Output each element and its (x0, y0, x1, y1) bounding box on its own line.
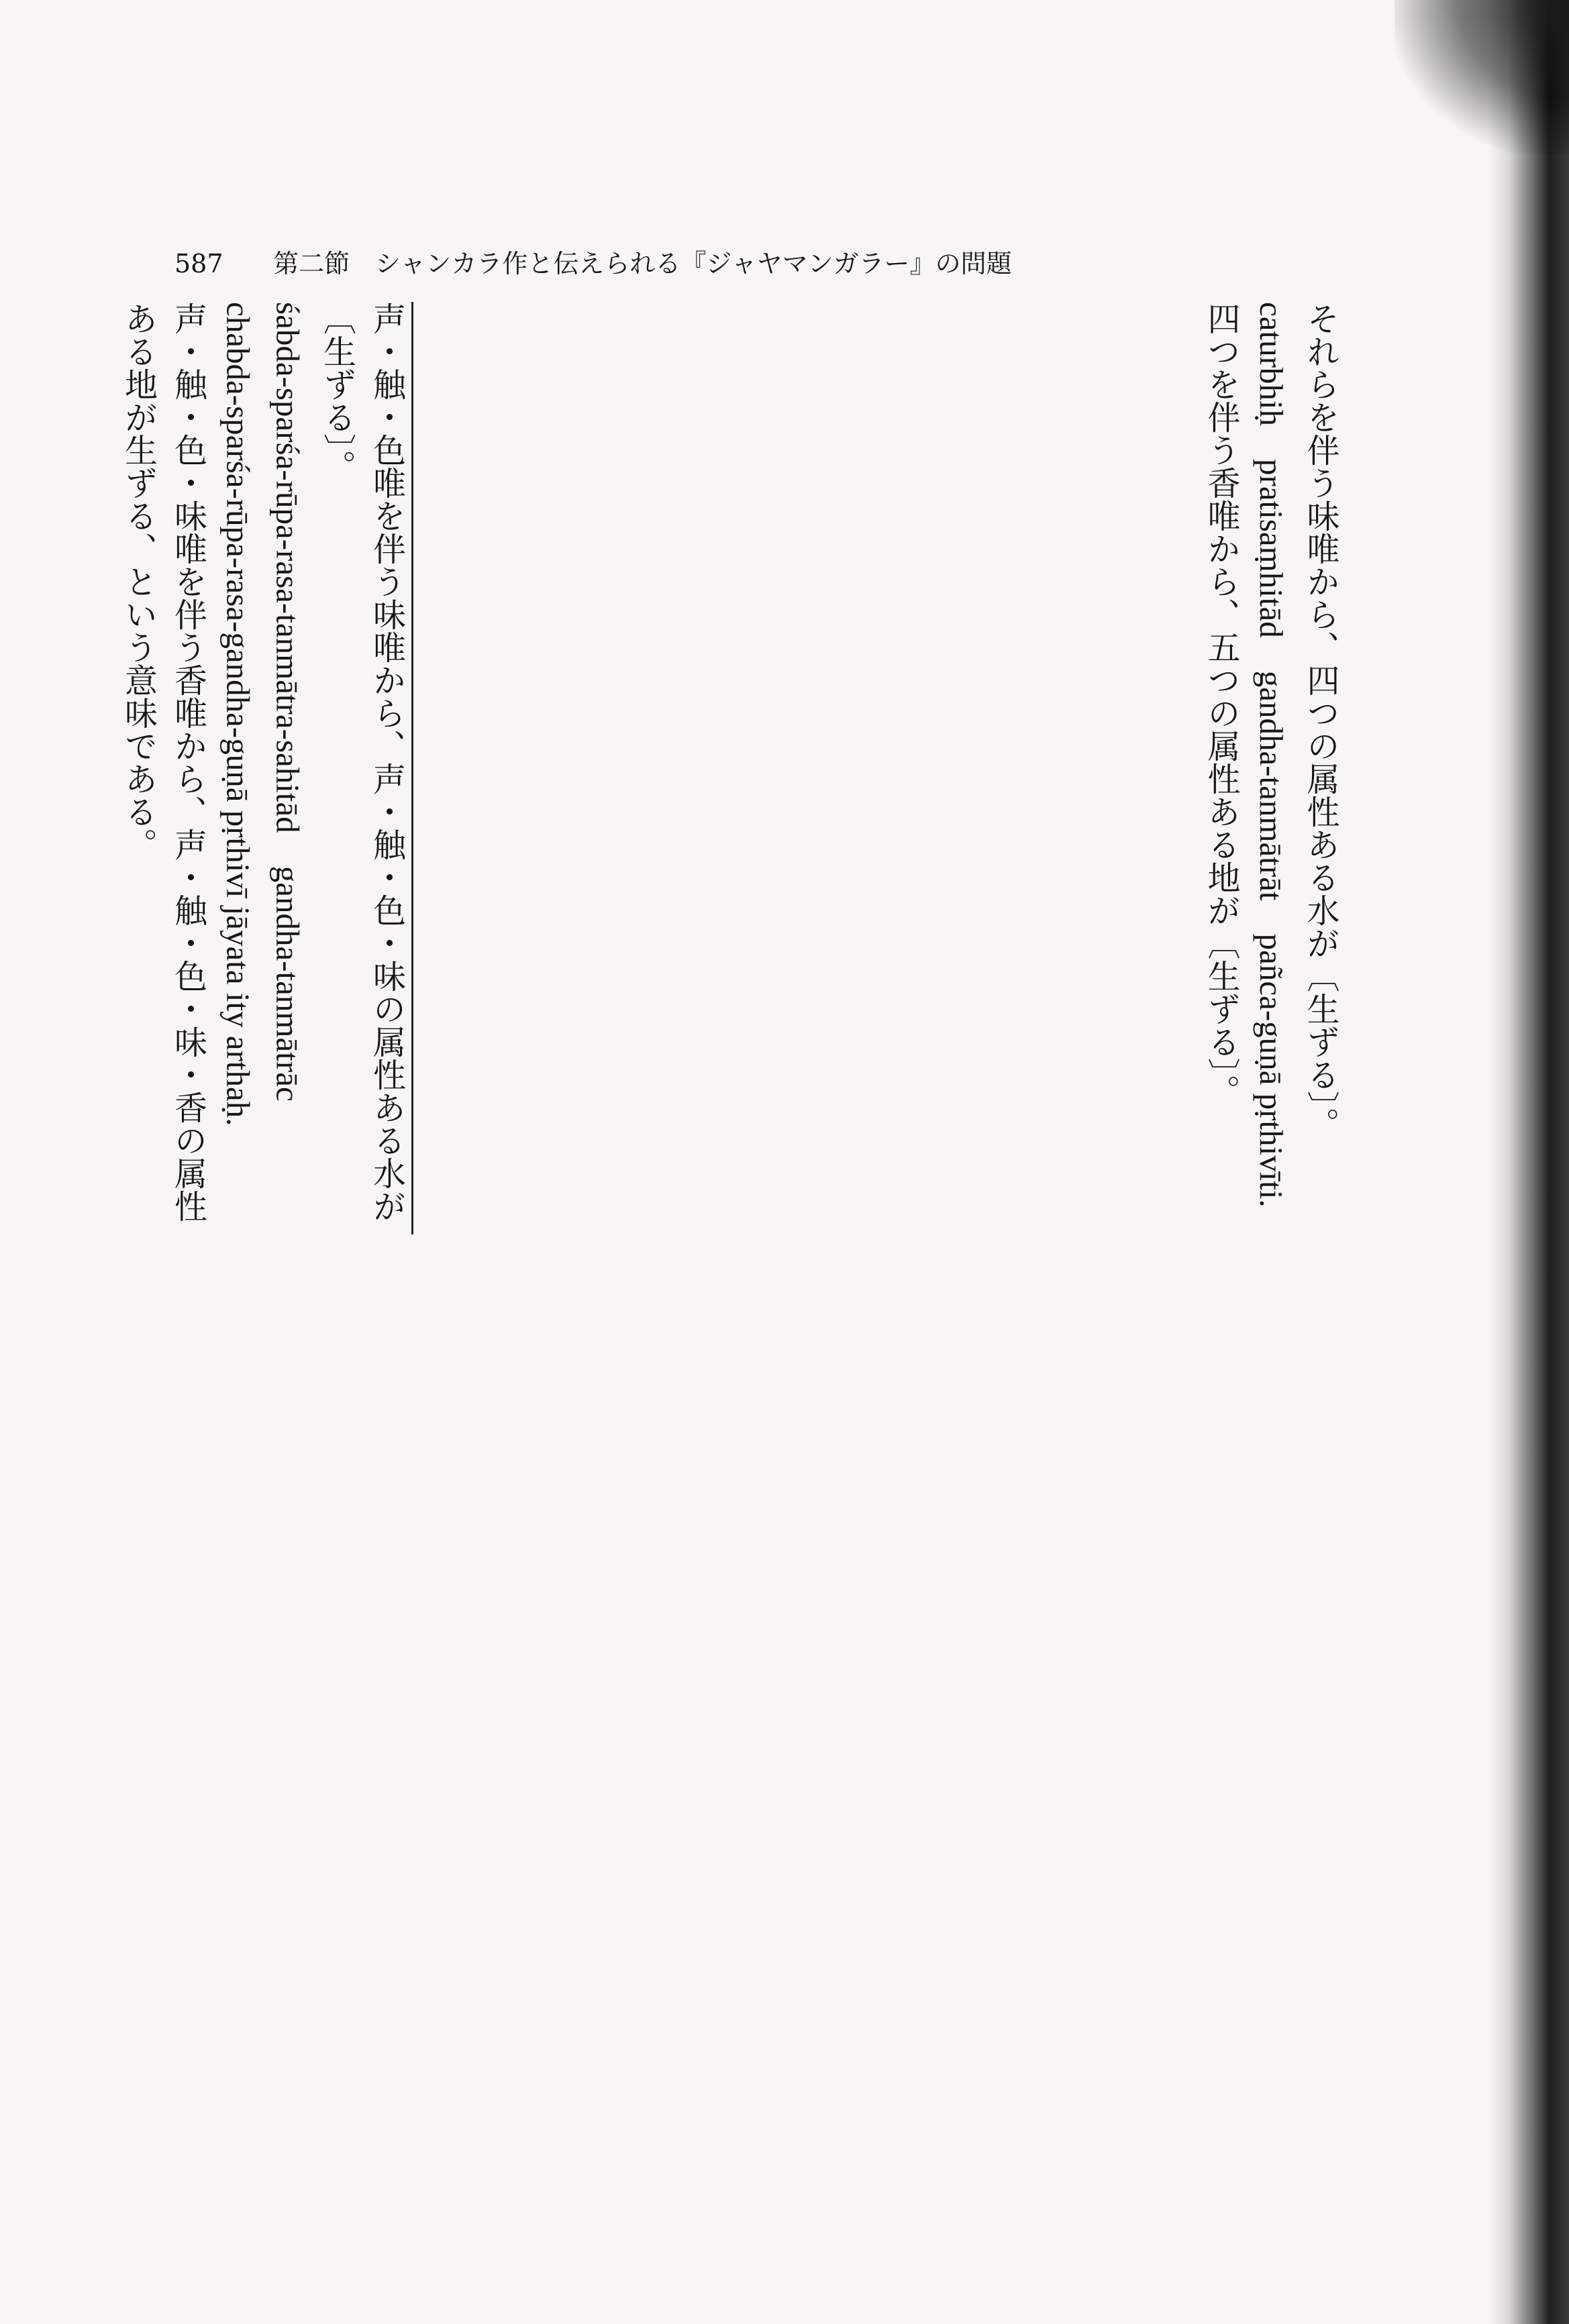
translation-block (0, 302, 1346, 1234)
book-spine-shadow (1488, 0, 1569, 2324)
translation-row (0, 302, 1346, 1234)
text-column: 声・触・色唯を伴う味唯から、声・触・色・味の属性ある水が〔生ずる〕。 (318, 302, 407, 1222)
text-column: 四つを伴う香唯から、五つの属性ある地が〔生ずる〕。 (1203, 302, 1241, 1108)
sanskrit-line: śabda-sparśa-rūpa-rasa-tanmātra-sahitād gandha-tanmātrāc (269, 302, 307, 1102)
translation-J (0, 302, 413, 1234)
sanskrit-line: chabda-sparśa-rūpa-rasa-gandha-guṇā pṛthivī jāyata ity arthaḥ. (219, 302, 257, 1126)
page-corner-shadow (1395, 0, 1569, 154)
text-column: それらを伴う味唯から、四つの属性ある水が〔生ずる〕。 (1302, 302, 1340, 1141)
sanskrit-line: caturbhiḥ pratisaṃhitād gandha-tanmātrāt pañca-guṇā pṛthivīti. (1253, 302, 1290, 1208)
text-column: 声・触・色・味唯を伴う香唯から、声・触・色・味・香の属性ある地が生ずる、という意味である。 (119, 302, 208, 1222)
running-header (174, 243, 1012, 280)
main-text (119, 302, 1346, 2167)
running-title: 第二節 シャンカラ作と伝えられる『ジャヤマンガラー』の問題 (273, 249, 1012, 278)
page-number: 587 (174, 249, 223, 278)
translation-TK (413, 302, 1346, 1234)
